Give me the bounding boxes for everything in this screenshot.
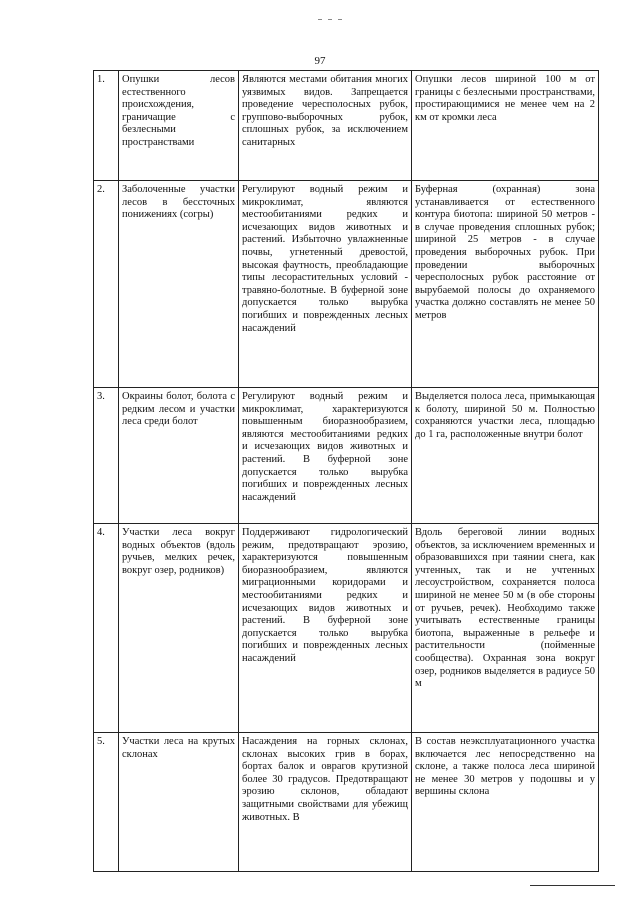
- biotope-name: Окраины болот, болота с редким лесом и участки леса среди болот: [119, 388, 239, 524]
- biotope-description: Насаждения на горных склонах, склонах высоких грив в борах, бортах балок и оврагов крутизной более 30 градусов. Предотвращают эрозию склонов, обладают защитными свойствами для убежищ животных. В: [239, 733, 412, 872]
- protection-zone: Вдоль береговой линии водных объектов, за исключением временных и образовавшихся при таянии снега, как учтенных, так и не учтенных лесоустройством, сохраняется полоса шириной не менее 50 м (в обе стороны от ручьев, речек). Необходимо также учитывать естественные границы биотопа, выраженные в рельефе и растительности (пойменные сообщества). Охранная зона вокруг озер, родников выделяется в радиусе 50 м: [412, 524, 599, 733]
- biotope-name: Участки леса на крутых склонах: [119, 733, 239, 872]
- protection-zone: Опушки лесов шириной 100 м от границы с безлесными пространствами, простирающимися не менее чем на 2 км от кромки леса: [412, 71, 599, 181]
- biotope-description: Поддерживают гидрологический режим, предотвращают эрозию, характеризуются повышенным биоразнообразием, являются миграционными коридорами и местообитаниями редких и исчезающих видов животных и растений. В буферной зоне допускается только вырубка погибших и поврежденных лесных насаждений: [239, 524, 412, 733]
- row-number: 3.: [94, 388, 119, 524]
- biotope-table: [93, 70, 599, 872]
- biotope-name: Опушки лесов естественного происхождения, граничащие с безлесными пространствами: [119, 71, 239, 181]
- table-row: [94, 733, 599, 872]
- footer-rule: [530, 885, 615, 886]
- biotope-name: Заболоченные участки лесов в бессточных понижениях (согры): [119, 181, 239, 388]
- biotope-description: Регулируют водный режим и микроклимат, характеризуются повышенным биоразнообразием, являются местообитаниями редких и исчезающих видов животных и растений. В буферной зоне допускается только вырубка погибших и поврежденных лесных насаждений: [239, 388, 412, 524]
- protection-zone: Буферная (охранная) зона устанавливается от естественного контура биотопа: шириной 50 метров - в случае проведения сплошных рубок; шириной 25 метров - в случае проведения выборочных рубок. При проведении выборочных чересполосных рубок расстояние от вырубаемой полосы до охраняемого участка должно составлять не менее 50 метров: [412, 181, 599, 388]
- row-number: 4.: [94, 524, 119, 733]
- row-number: 2.: [94, 181, 119, 388]
- row-number: 1.: [94, 71, 119, 181]
- protection-zone: Выделяется полоса леса, примыкающая к болоту, шириной 50 м. Полностью сохраняются участки леса, площадью до 1 га, расположенные внутри болот: [412, 388, 599, 524]
- row-number: 5.: [94, 733, 119, 872]
- table-row: [94, 71, 599, 181]
- biotope-description: Регулируют водный режим и микроклимат, являются местообитаниями редких и исчезающих видов животных и растений. Избыточно увлажненные почвы, угнетенный древостой, высокая фаутность, преобладающие типы лесорастительных условий - травяно-болотные. В буферной зоне допускается только вырубка погибших и поврежденных лесных насаждений: [239, 181, 412, 388]
- biotope-name: Участки леса вокруг водных объектов (вдоль ручьев, мелких речек, вокруг озер, родников): [119, 524, 239, 733]
- table-row: [94, 388, 599, 524]
- table-row: [94, 181, 599, 388]
- scan-mark: [318, 7, 358, 9]
- biotope-description: Являются местами обитания многих уязвимых видов. Запрещается проведение чересполосных рубок, группово-выборочных рубок, сплошных рубок, за исключением санитарных: [239, 71, 412, 181]
- table-row: [94, 524, 599, 733]
- protection-zone: В состав неэксплуатационного участка включается лес непосредственно на склоне, а также полоса леса шириной не менее 30 метров у подошвы и у вершины склона: [412, 733, 599, 872]
- page-number: 97: [314, 55, 326, 67]
